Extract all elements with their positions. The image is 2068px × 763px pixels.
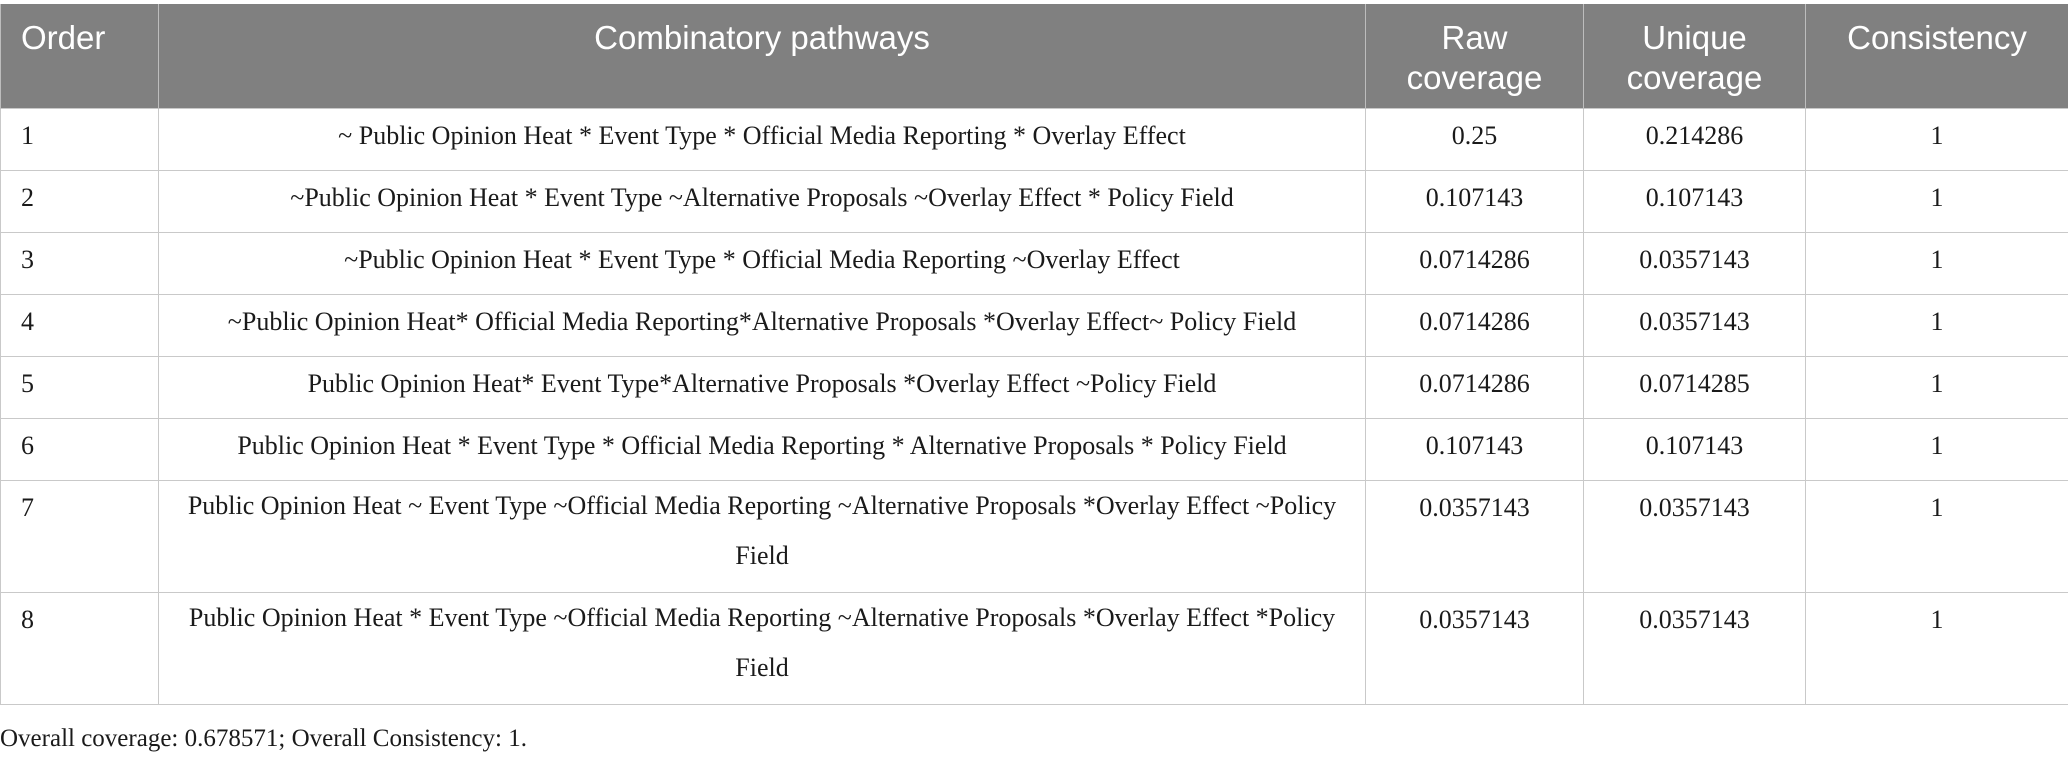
- cell-consistency: 1: [1806, 593, 2068, 705]
- cell-unique-coverage: 0.0357143: [1584, 481, 1806, 593]
- header-unique-line1: Unique: [1642, 19, 1747, 56]
- cell-order: 5: [1, 357, 159, 419]
- cell-pathway: ~Public Opinion Heat * Event Type * Official Media Reporting ~Overlay Effect: [159, 233, 1366, 295]
- cell-consistency: 1: [1806, 109, 2068, 171]
- table-footnote: Overall coverage: 0.678571; Overall Consistency: 1.: [0, 725, 527, 752]
- cell-pathway: Public Opinion Heat* Event Type*Alternative Proposals *Overlay Effect ~Policy Field: [159, 357, 1366, 419]
- cell-pathway: Public Opinion Heat * Event Type * Official Media Reporting * Alternative Proposals * Policy Field: [159, 419, 1366, 481]
- header-consistency: Consistency: [1806, 4, 2068, 109]
- cell-unique-coverage: 0.107143: [1584, 419, 1806, 481]
- cell-order: 7: [1, 481, 159, 593]
- header-unique-coverage: [1584, 4, 1806, 109]
- cell-unique-coverage: 0.0357143: [1584, 593, 1806, 705]
- cell-unique-coverage: 0.107143: [1584, 171, 1806, 233]
- cell-raw-coverage: 0.0357143: [1366, 593, 1584, 705]
- cell-unique-coverage: 0.0357143: [1584, 233, 1806, 295]
- cell-raw-coverage: 0.0714286: [1366, 233, 1584, 295]
- table-row: [1, 233, 2068, 295]
- cell-raw-coverage: 0.25: [1366, 109, 1584, 171]
- header-order: Order: [1, 4, 159, 109]
- cell-pathway: Public Opinion Heat ~ Event Type ~Official Media Reporting ~Alternative Proposals *Overlay Effect ~Policy Field: [159, 481, 1366, 593]
- table-row: [1, 295, 2068, 357]
- cell-unique-coverage: 0.0714285: [1584, 357, 1806, 419]
- cell-pathway: ~Public Opinion Heat * Event Type ~Alternative Proposals ~Overlay Effect * Policy Field: [159, 171, 1366, 233]
- cell-raw-coverage: 0.0357143: [1366, 481, 1584, 593]
- header-raw-line2: coverage: [1406, 59, 1543, 96]
- header-raw-line1: Raw: [1441, 19, 1508, 56]
- header-pathways: Combinatory pathways: [159, 4, 1366, 109]
- table-header-row: [1, 4, 2068, 109]
- cell-order: 2: [1, 171, 159, 233]
- table-row: [1, 593, 2068, 705]
- cell-consistency: 1: [1806, 481, 2068, 593]
- cell-order: 4: [1, 295, 159, 357]
- cell-raw-coverage: 0.107143: [1366, 419, 1584, 481]
- cell-order: 3: [1, 233, 159, 295]
- cell-pathway: ~Public Opinion Heat* Official Media Reporting*Alternative Proposals *Overlay Effect~ Policy Field: [159, 295, 1366, 357]
- header-raw-coverage: [1366, 4, 1584, 109]
- cell-pathway: ~ Public Opinion Heat * Event Type * Official Media Reporting * Overlay Effect: [159, 109, 1366, 171]
- table-row: [1, 419, 2068, 481]
- cell-order: 1: [1, 109, 159, 171]
- cell-consistency: 1: [1806, 419, 2068, 481]
- combinatory-pathways-table: [0, 4, 2068, 705]
- header-unique-line2: coverage: [1626, 59, 1763, 96]
- cell-unique-coverage: 0.0357143: [1584, 295, 1806, 357]
- cell-consistency: 1: [1806, 357, 2068, 419]
- table-row: [1, 481, 2068, 593]
- cell-consistency: 1: [1806, 295, 2068, 357]
- cell-consistency: 1: [1806, 233, 2068, 295]
- cell-raw-coverage: 0.0714286: [1366, 357, 1584, 419]
- cell-order: 8: [1, 593, 159, 705]
- cell-raw-coverage: 0.107143: [1366, 171, 1584, 233]
- table-row: [1, 109, 2068, 171]
- cell-order: 6: [1, 419, 159, 481]
- cell-consistency: 1: [1806, 171, 2068, 233]
- table-row: [1, 171, 2068, 233]
- cell-pathway: Public Opinion Heat * Event Type ~Official Media Reporting ~Alternative Proposals *Overlay Effect *Policy Field: [159, 593, 1366, 705]
- results-table-container: [0, 4, 2068, 705]
- cell-raw-coverage: 0.0714286: [1366, 295, 1584, 357]
- table-row: [1, 357, 2068, 419]
- cell-unique-coverage: 0.214286: [1584, 109, 1806, 171]
